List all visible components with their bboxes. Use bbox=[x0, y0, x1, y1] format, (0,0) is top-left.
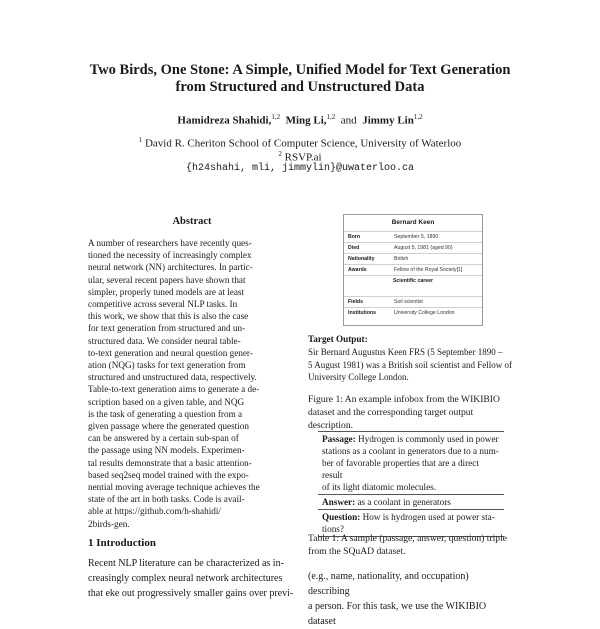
cell-text: How is hydrogen used at power sta- bbox=[362, 512, 495, 522]
title-line-2: from Structured and Unstructured Data bbox=[175, 79, 425, 95]
qa-answer-cell bbox=[318, 495, 504, 510]
target-line: Sir Bernard Augustus Keen FRS (5 September 1890 – bbox=[308, 347, 503, 357]
affiliation-text: David R. Cheriton School of Computer Science, University of Waterloo bbox=[144, 137, 462, 150]
caption-line: Table 1: A sample (passage, answer, question) triple bbox=[308, 533, 508, 544]
abstract-line: nential moving average technique achieves the bbox=[88, 482, 260, 493]
caption-line: Figure 1: An example infobox from the WIKIBIO bbox=[308, 394, 500, 405]
infobox-title: Bernard Keen bbox=[391, 219, 435, 226]
abstract-line: to-text generation and neural question gener- bbox=[88, 347, 253, 358]
body-line: a person. For this task, we use the WIKIBIO dataset bbox=[308, 601, 487, 627]
abstract-heading: Abstract bbox=[172, 216, 212, 227]
passage-label: Passage: bbox=[322, 434, 356, 444]
caption-line: from the SQuAD dataset. bbox=[308, 546, 406, 557]
abstract-line: the passage using NN models. Experimen- bbox=[88, 445, 245, 456]
abstract-line: given passage where the generated question bbox=[88, 421, 249, 432]
figure-caption bbox=[308, 393, 512, 432]
abstract-line: ation (NQG) tasks for text generation from bbox=[88, 360, 246, 371]
abstract-line: state of the art in both tasks. Code is avail- bbox=[88, 494, 245, 505]
infobox-value: Soil scientist bbox=[394, 299, 423, 305]
abstract-line: competitive across several NLP tasks. In bbox=[88, 299, 238, 310]
intro-line: that eke out progressively smaller gains over previ- bbox=[88, 588, 294, 599]
abstract-line: ular, several recent papers have shown that bbox=[88, 274, 246, 285]
author-name: Jimmy Lin bbox=[362, 114, 414, 127]
abstract-line: can be answered by a certain sub-span of bbox=[88, 433, 239, 444]
abstract-line: able at https://github.com/h-shahidi/ bbox=[88, 506, 221, 517]
infobox-key: Died bbox=[348, 245, 360, 251]
author-name: Hamidreza Shahidi, bbox=[177, 114, 272, 127]
abstract-line: 2birds-gen. bbox=[88, 518, 130, 529]
author-sup: 1,2 bbox=[271, 113, 281, 121]
infobox-key: Awards bbox=[348, 267, 367, 273]
abstract-line: for text generation from structured and un- bbox=[88, 323, 246, 334]
author-list bbox=[0, 113, 600, 127]
intro-line: Recent NLP literature can be characterized as in- bbox=[88, 558, 284, 569]
author-conjunction: and bbox=[340, 114, 357, 127]
author-sup: 1,2 bbox=[326, 113, 336, 121]
title-line-1: Two Birds, One Stone: A Simple, Unified Model for Text Generation bbox=[89, 62, 511, 78]
abstract-line: scription based on a given table, and NQG bbox=[88, 396, 245, 407]
section-heading: 1 Introduction bbox=[88, 537, 156, 549]
target-line: 5 August 1981) was a British soil scientist and Fellow of bbox=[308, 359, 512, 370]
target-heading: Target Output: bbox=[308, 334, 368, 344]
paper-title bbox=[0, 62, 600, 96]
infobox-value: Fellow of the Royal Society[1] bbox=[394, 267, 463, 273]
abstract-line: neural network (NN) architectures. In partic- bbox=[88, 262, 253, 273]
infobox-value: August 5, 1981 (aged 90) bbox=[394, 245, 453, 251]
table-caption bbox=[308, 532, 512, 558]
qa-passage-cell bbox=[318, 431, 504, 495]
intro-line: creasingly complex neural network architectures bbox=[88, 573, 283, 584]
infobox-section-title: Scientific career bbox=[392, 278, 434, 284]
answer-text: as a coolant in generators bbox=[355, 497, 451, 507]
abstract-line: tal results demonstrate that a basic attention- bbox=[88, 457, 252, 468]
infobox-value: British bbox=[394, 256, 409, 262]
affiliation-text: RSVP.ai bbox=[284, 151, 322, 164]
answer-label: Answer: bbox=[322, 497, 356, 507]
infobox-key: Fields bbox=[348, 299, 363, 305]
infobox-key: Institutions bbox=[348, 310, 376, 316]
question-label: Question: bbox=[322, 512, 361, 522]
infobox-value: University College London bbox=[394, 310, 455, 316]
cell-text: tions? bbox=[322, 524, 344, 534]
affiliation-2 bbox=[0, 147, 600, 165]
infobox-row bbox=[344, 307, 482, 319]
author-sup: 1,2 bbox=[413, 113, 423, 121]
author-emails: {h24shahi, mli, jimmylin}@uwaterloo.ca bbox=[185, 163, 415, 174]
abstract-line: this work, we show that this is also the case bbox=[88, 311, 249, 322]
abstract-body bbox=[88, 237, 296, 530]
cell-text: stations as a coolant in generators due to a num- bbox=[322, 446, 499, 456]
infobox-figure bbox=[343, 214, 483, 326]
author-name: Ming Li, bbox=[285, 114, 327, 127]
qa-table bbox=[318, 431, 504, 537]
abstract-line: structured and unstructured data, respectively. bbox=[88, 372, 257, 383]
body-line: (e.g., name, nationality, and occupation) describing bbox=[308, 571, 469, 597]
abstract-line: is the task of generating a question from a bbox=[88, 408, 243, 419]
abstract-line: tioned the necessity of increasingly complex bbox=[88, 250, 252, 261]
affiliation-sup: 2 bbox=[278, 150, 282, 158]
target-output bbox=[308, 346, 512, 384]
abstract-line: structured data. We consider neural table- bbox=[88, 335, 241, 346]
abstract-line: based seq2seq model trained with the expo- bbox=[88, 469, 249, 480]
cell-text: Hydrogen is commonly used in power bbox=[357, 434, 499, 444]
infobox-section bbox=[344, 275, 482, 287]
abstract-line: A number of researchers have recently ques- bbox=[88, 238, 252, 248]
cell-text: of its light diatomic molecules. bbox=[322, 482, 437, 492]
abstract-line: simpler, properly tuned models are at least bbox=[88, 286, 245, 297]
cell-text: ber of favorable properties that are a direct result bbox=[322, 458, 479, 480]
abstract-line: Table-to-text generation aims to generate a de- bbox=[88, 384, 260, 395]
intro-body bbox=[88, 556, 296, 601]
caption-line: dataset and the corresponding target output description. bbox=[308, 407, 474, 431]
body-text bbox=[308, 569, 512, 629]
infobox-key: Nationality bbox=[348, 256, 375, 262]
affiliation-sup: 1 bbox=[138, 136, 143, 144]
target-line: University College London. bbox=[308, 372, 409, 382]
infobox-value: September 5, 1890 bbox=[394, 234, 439, 240]
infobox-key: Born bbox=[348, 234, 361, 240]
